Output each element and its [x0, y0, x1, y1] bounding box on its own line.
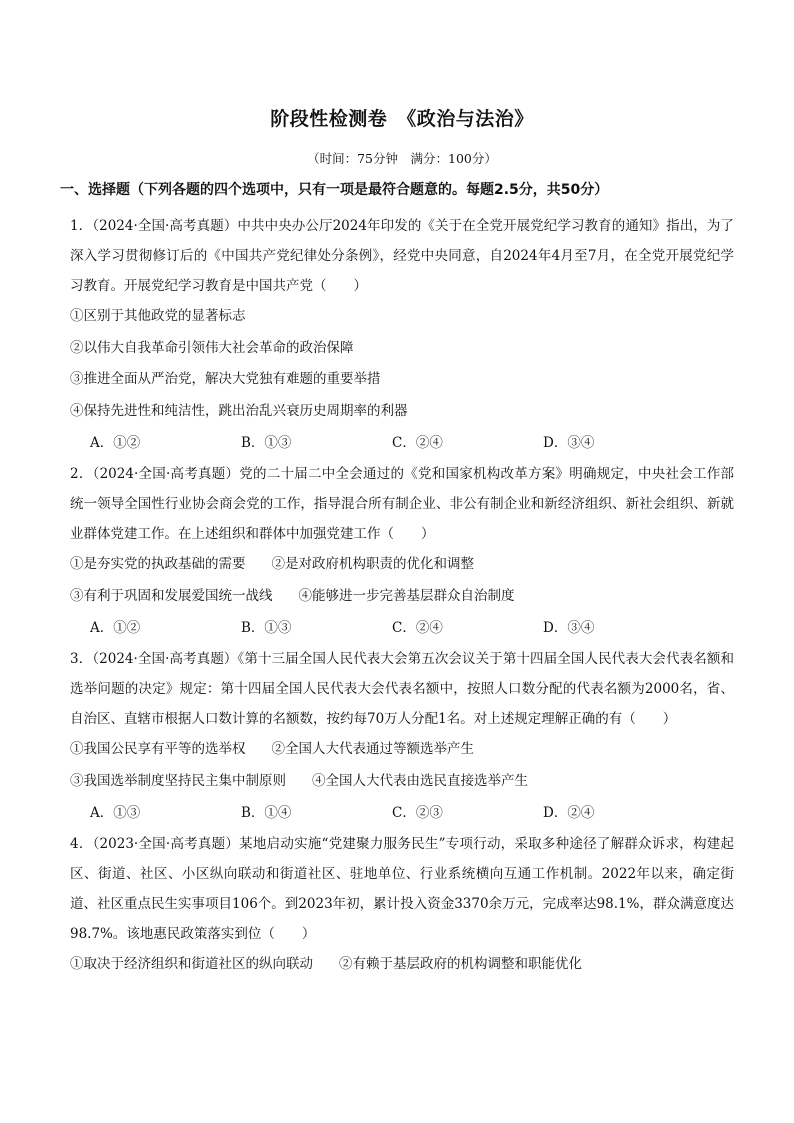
- statement: ②有赖于基层政府的机构调整和职能优化: [339, 956, 582, 972]
- answer-option: C．②④: [392, 435, 443, 451]
- answer-option: B．①④: [241, 805, 292, 821]
- statement: ④能够进一步完善基层群众自治制度: [298, 587, 515, 604]
- question-item: [70, 211, 734, 459]
- statement: ①是夯实党的执政基础的需要: [70, 556, 246, 572]
- statement: ③我国选举制度坚持民主集中制原则: [70, 772, 286, 789]
- question-stem: 2．（2024·全国·高考真题）党的二十届二中全会通过的《党和国家机构改革方案》明确规定，中央社会工作部统一领导全国性行业协会商会党的工作，指导混合所有制企业、非公有制企业和新经济组织、新社会组织、新就业群体党建工作。在上述组织和群体中加强党建工作（ ）: [70, 466, 734, 542]
- answer-option: B．①③: [241, 435, 292, 451]
- answer-option: B．①③: [241, 620, 292, 636]
- exam-time-score: （时间：75分钟 满分：100分）: [307, 151, 497, 166]
- statement: ②以伟大自我革命引领伟大社会革命的政治保障: [70, 339, 354, 356]
- statement: ①我国公民享有平等的选举权: [70, 741, 246, 757]
- statement: ①区别于其他政党的显著标志: [70, 308, 246, 324]
- question-stem: 1．（2024·全国·高考真题）中共中央办公厅2024年印发的《关于在全党开展党纪学习教育的通知》指出，为了深入学习贯彻修订后的《中国共产党纪律处分条例》，经党中央同意，自2024年4月至7月，在全党开展党纪学习教育。开展党纪学习教育是中国共产党（ ）: [70, 218, 734, 294]
- answer-option: C．②④: [392, 620, 443, 636]
- section-heading: 一、选择题（下列各题的四个选项中，只有一项是最符合题意的。每题2.5分，共50分）: [60, 182, 609, 198]
- statement: ②是对政府机构职责的优化和调整: [271, 556, 474, 572]
- statement: ②全国人大代表通过等额选举产生: [271, 741, 474, 757]
- answer-option: D．③④: [543, 620, 595, 636]
- statement-row: [70, 549, 734, 581]
- question-item: [70, 644, 734, 829]
- statement-row: [70, 766, 734, 798]
- answer-options: [90, 797, 734, 829]
- question-list: [70, 211, 734, 981]
- statement-row: [70, 949, 734, 981]
- statement: ③推进全面从严治党，解决大党独有难题的重要举措: [70, 371, 381, 387]
- statement-row: [70, 581, 734, 613]
- answer-options: [90, 427, 734, 459]
- statement: ①取决于经济组织和街道社区的纵向联动: [70, 956, 313, 972]
- answer-option: D．③④: [543, 435, 595, 451]
- question-stem: 4．（2023·全国·高考真题）某地启动实施“党建聚力服务民生”专项行动，采取多种途径了解群众诉求，构建起区、街道、社区、小区纵向联动和街道社区、驻地单位、行业系统横向互通工作机制。2022年以来，确定街道、社区重点民生实事项目106个。到2023年初，累计投入资金3370余万元，完成率达98.1%，群众满意度达98.7%。该地惠民政策落实到位（ ）: [70, 836, 734, 942]
- statement-row: [70, 301, 734, 333]
- question-item: [70, 459, 734, 644]
- statement: ④保持先进性和纯洁性，跳出治乱兴衰历史周期率的利器: [70, 402, 408, 419]
- answer-option: A．①②: [90, 620, 141, 636]
- answer-option: A．①③: [90, 805, 141, 821]
- question-stem: 3．（2024·全国·高考真题）《第十三届全国人民代表大会第五次会议关于第十四届全国人民代表大会代表名额和选举问题的决定》规定：第十四届全国人民代表大会代表名额中，按照人口数分配的代表名额为2000名，省、自治区、直辖市根据人口数计算的名额数，按约每70万人分配1名。对上述规定理解正确的有（ ）: [70, 651, 734, 727]
- answer-options: [90, 612, 734, 644]
- statement: ④全国人大代表由选民直接选举产生: [312, 772, 528, 789]
- answer-option: D．②④: [543, 805, 595, 821]
- answer-option: A．①②: [90, 435, 141, 451]
- statement-row: [70, 396, 734, 428]
- statement-row: [70, 734, 734, 766]
- statement: ③有利于巩固和发展爱国统一战线: [70, 587, 273, 604]
- answer-option: C．②③: [392, 805, 443, 821]
- page-title: 阶段性检测卷 《政治与法治》: [270, 108, 534, 130]
- statement-row: [70, 364, 734, 396]
- question-item: [70, 829, 734, 981]
- statement-row: [70, 333, 734, 365]
